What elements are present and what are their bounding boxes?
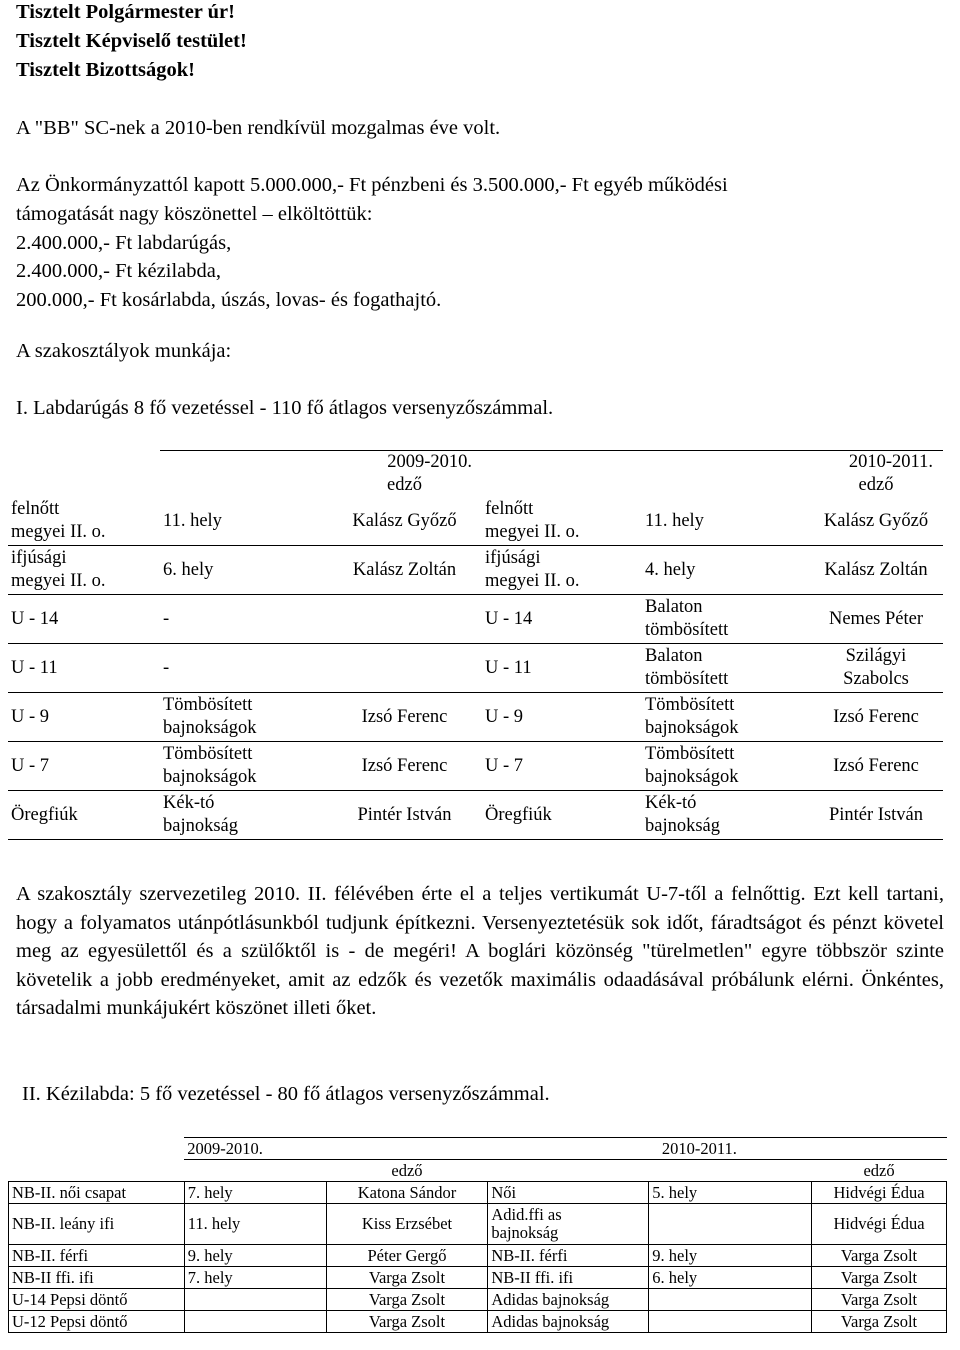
team-cell-line: U - 7 <box>11 755 50 776</box>
table-row <box>8 693 943 742</box>
coach-cell-line: Szilágyi <box>845 646 907 666</box>
team-cell-line: U - 9 <box>485 706 524 727</box>
team-cell <box>482 742 642 791</box>
placement-cell-line: Kék-tó <box>645 793 697 813</box>
coach-cell-line: Kalász Zoltán <box>824 559 928 580</box>
placement-cell-line: Kék-tó <box>163 793 215 813</box>
placement-cell <box>160 693 324 742</box>
coach-cell <box>324 644 482 693</box>
team-cell-line: ifjúsági <box>485 548 541 568</box>
coach-cell: Varga Zsolt <box>326 1289 488 1311</box>
coach-cell-line: Pintér István <box>828 804 924 825</box>
placement-cell <box>642 497 806 546</box>
placement-cell-line: bajnokságok <box>645 718 739 738</box>
placement-cell <box>642 693 806 742</box>
coach-cell: Varga Zsolt <box>812 1311 947 1333</box>
team-cell-line: bajnokság <box>491 1223 559 1242</box>
coach-cell: Kiss Erzsébet <box>326 1204 488 1245</box>
placement-cell: 11. hely <box>184 1204 326 1245</box>
placement-cell-line: 11. hely <box>645 510 704 531</box>
placement-cell-line: Tömbösített <box>163 695 253 715</box>
team-cell <box>8 497 160 546</box>
placement-cell-line: bajnokságok <box>163 718 257 738</box>
placement-cell-line: Tömbösített <box>645 744 735 764</box>
placement-cell <box>160 497 324 546</box>
football-table <box>8 450 943 840</box>
team-cell <box>482 693 642 742</box>
table-row <box>9 1182 947 1204</box>
team-cell-line: megyei II. o. <box>485 571 580 591</box>
team-cell <box>8 742 160 791</box>
coach-cell <box>806 497 943 546</box>
team-cell-line: felnőtt <box>485 499 534 519</box>
table-row <box>9 1289 947 1311</box>
placement-cell <box>160 595 324 644</box>
coach-cell: Kalász Zoltán <box>352 559 457 580</box>
team-cell-line: NB-II. leány ifi <box>12 1214 115 1233</box>
placement-cell <box>642 791 806 840</box>
coach-cell: Péter Gergő <box>326 1245 488 1267</box>
greeting-mayor: Tisztelt Polgármester úr! <box>16 1 235 23</box>
team-cell <box>488 1289 649 1311</box>
team-cell-line: megyei II. o. <box>11 522 106 542</box>
table-row <box>9 1267 947 1289</box>
table-row <box>9 1311 947 1333</box>
team-cell <box>9 1311 185 1333</box>
coach-cell: Varga Zsolt <box>812 1289 947 1311</box>
placement-cell-line: tömbösített <box>645 620 729 640</box>
coach-cell: Izsó Ferenc <box>361 706 448 727</box>
funding-line: Az Önkormányzattól kapott 5.000.000,- Ft pénzbeni és 3.500.000,- Ft egyéb működési <box>16 174 728 196</box>
team-cell <box>8 546 160 595</box>
coach-cell-line: Izsó Ferenc <box>833 755 919 776</box>
placement-cell-line: bajnokságok <box>645 767 739 787</box>
coach-cell: Varga Zsolt <box>812 1245 947 1267</box>
coach-cell: Hidvégi Édua <box>812 1204 947 1245</box>
placement-cell: 6. hely <box>649 1267 812 1289</box>
greeting-council: Tisztelt Képviselő testület! <box>16 30 247 52</box>
placement-cell <box>642 742 806 791</box>
placement-cell-line: Balaton <box>645 597 703 617</box>
placement-cell <box>160 742 324 791</box>
placement-cell <box>160 546 324 595</box>
football-heading: I. Labdarúgás 8 fő vezetéssel - 110 fő átlagos versenyzőszámmal. <box>16 397 554 419</box>
placement-cell: 5. hely <box>649 1182 812 1204</box>
team-cell <box>482 497 642 546</box>
football-paragraph: A szakosztály szervezetileg 2010. II. félévében érte el a teljes vertikumát U-7-től a felnőttig. Ezt kell tartani, hogy a folyamatos utánpótlásunkból tudjunk építkezni. Versenyeztetésük sok időt, fáradtságot és pénzt követel meg az egyesülettől és a szülőktől is - de megéri! A boglári közönség "türelmetlen" egyre többször szinte követelik a jobb eredményeket, amit az edzők és vezetők maximális odaadásával próbálunk elérni. Önkéntes, társadalmi munkájukért köszönet illeti őket. <box>16 883 944 1019</box>
table-row <box>8 644 943 693</box>
placement-cell-line: - <box>163 657 170 678</box>
team-cell <box>482 546 642 595</box>
team-cell-line: U - 11 <box>11 657 58 678</box>
placement-cell-line: 11. hely <box>163 510 222 531</box>
season-label-2010: 2010-2011. <box>482 451 943 475</box>
team-cell-line: ifjúsági <box>11 548 67 568</box>
coach-cell <box>806 546 943 595</box>
table-row <box>8 497 943 546</box>
coach-cell <box>806 595 943 644</box>
placement-cell <box>642 644 806 693</box>
placement-cell-line: Balaton <box>645 646 703 666</box>
funding-line: 2.400.000,- Ft kézilabda, <box>16 260 221 282</box>
coach-cell <box>806 693 943 742</box>
team-cell <box>482 791 642 840</box>
placement-cell-line: - <box>163 608 170 629</box>
team-cell <box>9 1245 185 1267</box>
season-label-2009: 2009-2010. <box>160 451 482 475</box>
funding-line: 200.000,- Ft kosárlabda, úszás, lovas- és fogathajtó. <box>16 289 442 311</box>
placement-cell-line: bajnokság <box>163 816 239 836</box>
team-cell <box>488 1311 649 1333</box>
team-cell-line: Öregfiúk <box>485 804 552 825</box>
coach-cell-line: Izsó Ferenc <box>833 706 919 727</box>
coach-cell <box>806 791 943 840</box>
team-cell-line: U - 14 <box>11 608 59 629</box>
table-row <box>8 595 943 644</box>
coach-cell: Varga Zsolt <box>326 1267 488 1289</box>
placement-cell <box>160 791 324 840</box>
team-cell <box>9 1267 185 1289</box>
table-row <box>8 791 943 840</box>
team-cell <box>8 595 160 644</box>
placement-cell: 7. hely <box>184 1182 326 1204</box>
team-cell-line: NB-II. férfi <box>12 1245 89 1265</box>
placement-cell <box>184 1289 326 1311</box>
coach-cell <box>324 595 482 644</box>
coach-cell <box>806 644 943 693</box>
placement-cell-line: bajnokság <box>645 816 721 836</box>
placement-cell-line: 6. hely <box>163 559 214 580</box>
team-cell <box>488 1267 649 1289</box>
placement-cell <box>642 595 806 644</box>
placement-cell-line: 4. hely <box>645 559 696 580</box>
team-cell-line: NB-II. női csapat <box>12 1182 127 1202</box>
coach-cell: Hidvégi Édua <box>812 1182 947 1204</box>
coach-cell: Varga Zsolt <box>812 1267 947 1289</box>
team-cell-line: NB-II. férfi <box>491 1245 568 1265</box>
coach-cell: Katona Sándor <box>326 1182 488 1204</box>
team-cell-line: U - 14 <box>485 608 533 629</box>
table-row <box>9 1245 947 1267</box>
team-cell-line: megyei II. o. <box>485 522 580 542</box>
coach-header: edző <box>863 1160 895 1180</box>
team-cell <box>8 693 160 742</box>
placement-cell-line: tömbösített <box>645 669 729 689</box>
intro-text: A "BB" SC-nek a 2010-ben rendkívül mozgalmas éve volt. <box>16 117 501 139</box>
coach-cell: Pintér István <box>357 804 452 825</box>
team-cell-line: Adidas bajnokság <box>491 1289 610 1309</box>
coach-cell <box>806 742 943 791</box>
placement-cell-line: Tömbösített <box>645 695 735 715</box>
team-cell-line: felnőtt <box>11 499 60 519</box>
coach-cell: Izsó Ferenc <box>361 755 448 776</box>
coach-cell: Varga Zsolt <box>326 1311 488 1333</box>
team-cell-line: Adid.ffi as <box>491 1205 562 1224</box>
coach-cell-line: Szabolcs <box>843 669 909 689</box>
team-cell-line: U-14 Pepsi döntő <box>12 1289 128 1309</box>
coach-header: edző <box>387 475 422 495</box>
funding-line: támogatását nagy köszönettel – elköltöttük: <box>16 203 373 225</box>
team-cell <box>488 1204 649 1245</box>
placement-cell: 9. hely <box>649 1245 812 1267</box>
handball-heading: II. Kézilabda: 5 fő vezetéssel - 80 fő átlagos versenyzőszámmal. <box>22 1083 550 1105</box>
placement-cell <box>642 546 806 595</box>
team-cell <box>8 644 160 693</box>
team-cell <box>9 1182 185 1204</box>
placement-cell-line: bajnokságok <box>163 767 257 787</box>
team-cell-line: U - 7 <box>485 755 524 776</box>
team-cell <box>482 644 642 693</box>
team-cell-line: Női <box>491 1182 517 1202</box>
placement-cell <box>184 1311 326 1333</box>
team-cell <box>482 595 642 644</box>
coach-cell: Kalász Győző <box>352 510 457 531</box>
table-row <box>9 1204 947 1245</box>
coach-cell-line: Nemes Péter <box>828 608 923 629</box>
handball-table <box>8 1137 947 1333</box>
placement-cell <box>649 1204 812 1245</box>
team-cell <box>9 1204 185 1245</box>
placement-cell: 9. hely <box>184 1245 326 1267</box>
team-cell <box>488 1182 649 1204</box>
table-row <box>8 546 943 595</box>
coach-header: edző <box>858 475 894 495</box>
placement-cell <box>160 644 324 693</box>
coach-header: edző <box>391 1160 423 1180</box>
section-title: A szakosztályok munkája: <box>16 340 232 362</box>
team-cell <box>9 1289 185 1311</box>
placement-cell-line: Tömbösített <box>163 744 253 764</box>
greeting-committees: Tisztelt Bizottságok! <box>16 59 195 81</box>
team-cell-line: U - 11 <box>485 657 532 678</box>
team-cell-line: Adidas bajnokság <box>491 1311 610 1331</box>
coach-cell-line: Kalász Győző <box>823 510 929 531</box>
placement-cell <box>649 1289 812 1311</box>
season-label-2010: 2010-2011. <box>488 1138 947 1160</box>
funding-line: 2.400.000,- Ft labdarúgás, <box>16 232 232 254</box>
team-cell-line: NB-II ffi. ifi <box>12 1267 94 1287</box>
team-cell-line: megyei II. o. <box>11 571 106 591</box>
table-row <box>8 742 943 791</box>
team-cell <box>8 791 160 840</box>
season-label-2009: 2009-2010. <box>184 1138 488 1160</box>
placement-cell: 7. hely <box>184 1267 326 1289</box>
team-cell-line: Öregfiúk <box>11 804 78 825</box>
placement-cell <box>649 1311 812 1333</box>
team-cell-line: U-12 Pepsi döntő <box>12 1311 128 1331</box>
team-cell-line: U - 9 <box>11 706 50 727</box>
team-cell <box>488 1245 649 1267</box>
team-cell-line: NB-II ffi. ifi <box>491 1267 574 1287</box>
